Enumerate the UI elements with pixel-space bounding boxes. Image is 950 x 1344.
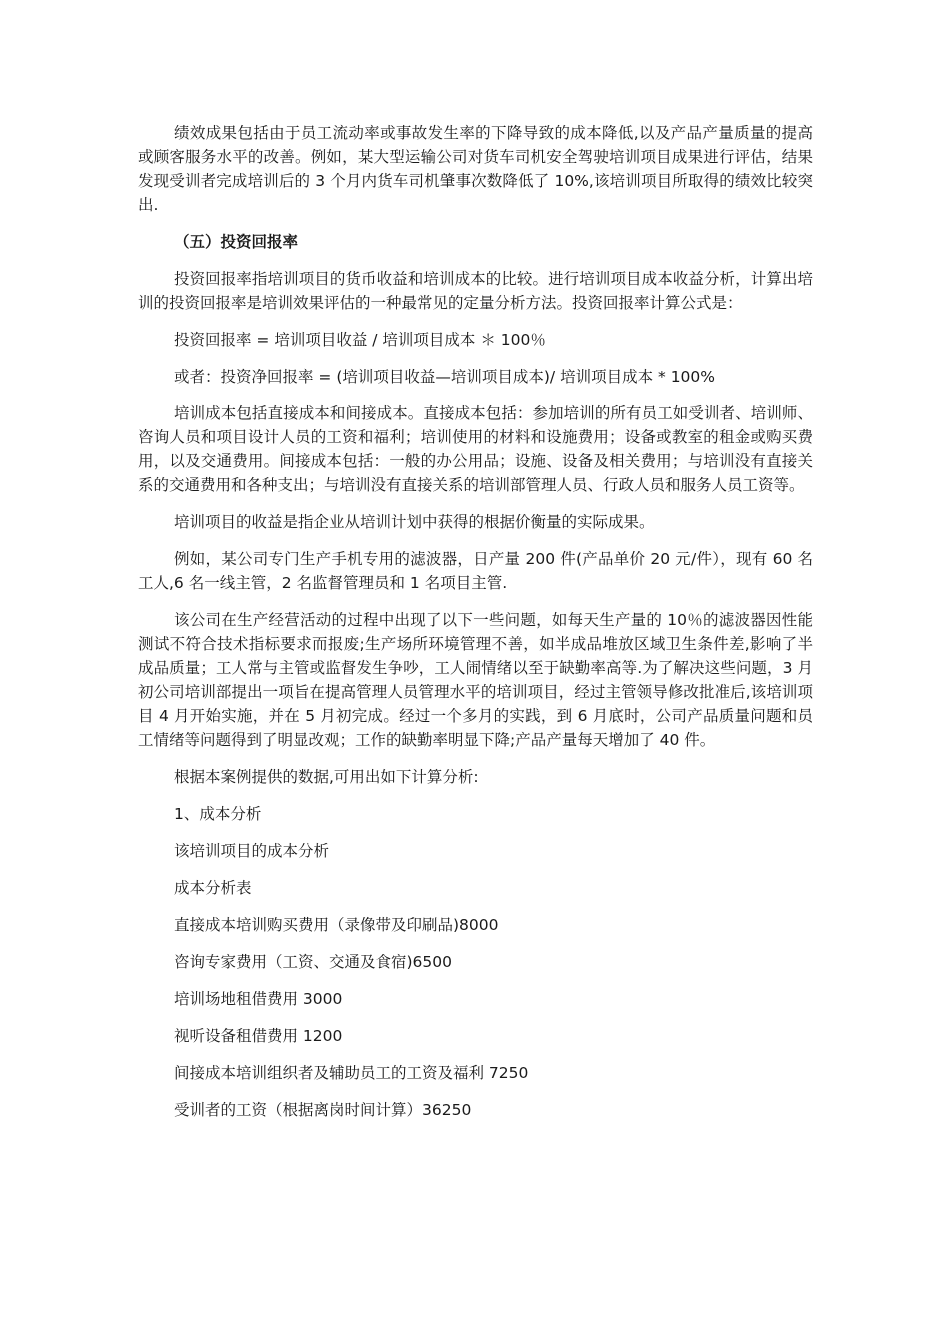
paragraph-company-problems: 该公司在生产经营活动的过程中出现了以下一些问题，如每天生产量的 10％的滤波器因性能测试不符合技术指标要求而报废;生产场所环境管理不善，如半成品堆放区域卫生条件差,影响了半成品质量；工人常与主管或监督发生争吵，工人闹情绪以至于缺勤率高等.为了解决这些问题，3 月初公司培训部提出一项旨在提高管理人员管理水平的培训项目，经过主管领导修改批准后,该培训项目 4 月开始实施，并在 5 月初完成。经过一个多月的实践，到 6 月底时，公司产品质量问题和员工情绪等问题得到了明显改观；工作的缺勤率明显下降;产品产量每天增加了 40 件。 [138,611,814,749]
section-heading-roi: （五）投资回报率 [174,233,299,251]
paragraph-training-costs: 培训成本包括直接成本和间接成本。直接成本包括：参加培训的所有员工如受训者、培训师、咨询人员和项目设计人员的工资和福利；培训使用的材料和设施费用；设备或教室的租金或购买费用，以及交通费用。间接成本包括：一般的办公用品；设施、设备及相关费用；与培训没有直接关系的交通费用和各种支出；与培训没有直接关系的培训部管理人员、行政人员和服务人员工资等。 [138,404,813,494]
paragraph-example-company: 例如，某公司专门生产手机专用的滤波器，日产量 200 件(产品单价 20 元/件），现有 60 名工人,6 名一线主管，2 名监督管理员和 1 名项目主管. [138,550,813,592]
paragraph-performance-results: 绩效成果包括由于员工流动率或事故发生率的下降导致的成本降低,以及产品产量质量的提高或顾客服务水平的改善。例如，某大型运输公司对货车司机安全驾驶培训项目成果进行评估，结果发现受训者完成培训后的 3 个月内货车司机肇事次数降低了 10%,该培训项目所取得的绩效比较突出. [138,124,813,214]
cost-line-av-equipment: 视听设备租借费用 1200 [174,1027,343,1045]
line-cost-analysis: 该培训项目的成本分析 [174,842,330,860]
list-item-cost-analysis: 1、成本分析 [174,805,262,823]
cost-line-consultant: 咨询专家费用（工资、交通及食宿)6500 [174,953,452,971]
line-cost-table-title: 成本分析表 [174,879,252,897]
formula-roi: 投资回报率 = 培训项目收益 / 培训项目成本 ＊ 100％ [174,331,546,349]
cost-line-purchase: 直接成本培训购买费用（录像带及印刷品)8000 [174,916,499,934]
cost-line-organizer-wages: 间接成本培训组织者及辅助员工的工资及福利 7250 [174,1064,529,1082]
formula-net-roi: 或者：投资净回报率 = (培训项目收益—培训项目成本)/ 培训项目成本 * 100% [174,368,716,386]
document-page [138,121,813,1135]
paragraph-training-benefits: 培训项目的收益是指企业从培训计划中获得的根据价衡量的实际成果。 [174,513,655,531]
paragraph-roi-definition: 投资回报率指培训项目的货币收益和培训成本的比较。进行培训项目成本收益分析，计算出培训的投资回报率是培训效果评估的一种最常见的定量分析方法。投资回报率计算公式是： [138,270,813,312]
cost-line-venue: 培训场地租借费用 3000 [174,990,343,1008]
paragraph-analysis-intro: 根据本案例提供的数据,可用出如下计算分析: [174,768,479,786]
cost-line-trainee-wages: 受训者的工资（根据离岗时间计算）36250 [174,1101,472,1119]
